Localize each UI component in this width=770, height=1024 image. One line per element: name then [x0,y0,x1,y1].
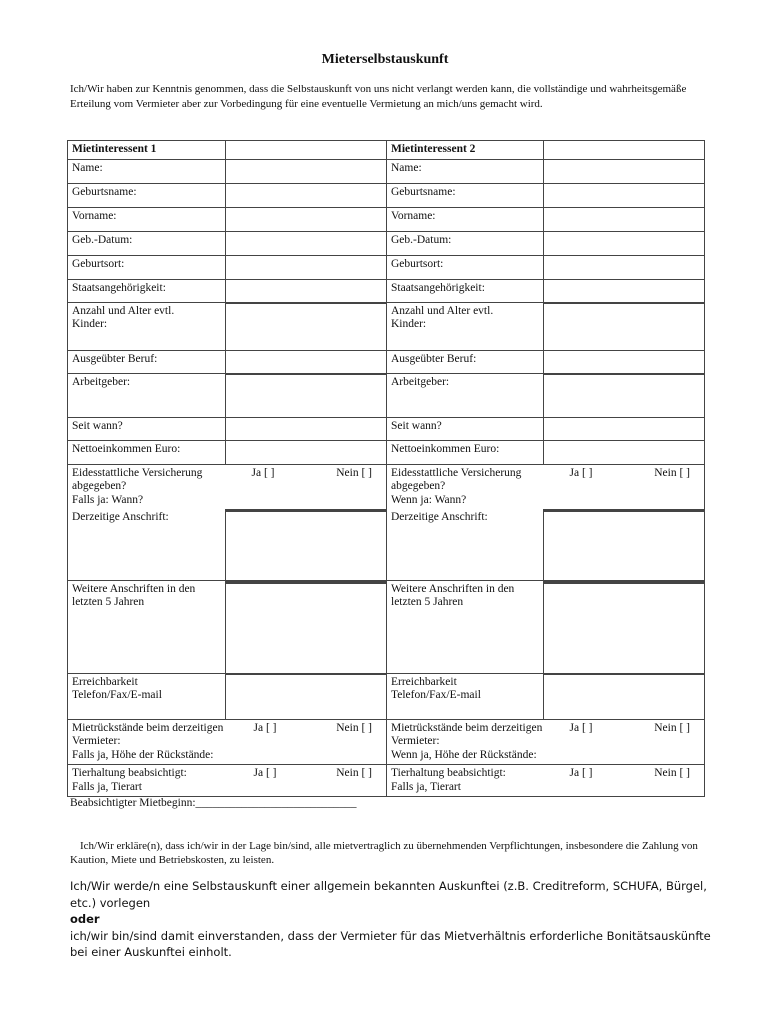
field-arbeitgeber-2[interactable] [544,373,705,417]
auskunft-option-1: Ich/Wir werde/n eine Selbstauskunft einer allgemein bekannten Auskunftei (z.B. Creditreform, SCHUFA, Bürgel, etc.) vorlegen [70,879,707,910]
label-vorname-1: Vorname: [68,207,226,231]
label-vorname-2: Vorname: [387,207,544,231]
label-arbeitgeber-2: Arbeitgeber: [387,373,544,417]
field-kinder-1[interactable] [226,302,387,350]
field-geburtsname-1[interactable] [226,183,387,207]
label-netto-2: Nettoeinkommen Euro: [387,440,544,464]
label-rueck-2 [387,719,544,765]
label-weitere-1 [68,580,226,673]
field-vorname-1[interactable] [226,207,387,231]
field-arbeitgeber-1[interactable] [226,373,387,417]
field-name-1[interactable] [226,159,387,183]
label-weitere-line2: letzten 5 Jahren [391,596,464,608]
eid-choice-1 [226,464,387,509]
label-eid-line3: Wenn ja: Wann? [391,493,467,506]
field-seit-2[interactable] [544,417,705,440]
label-netto-1: Nettoeinkommen Euro: [68,440,226,464]
label-tier-line2: Falls ja, Tierart [391,780,461,793]
label-tier-line2: Falls ja, Tierart [72,780,142,793]
eid-choice-2 [544,464,705,509]
page-title: Mieterselbstauskunft [321,52,449,67]
auskunft-section [70,878,720,961]
label-erreich-2 [387,673,544,719]
label-geburtsname-2: Geburtsname: [387,183,544,207]
label-kinder-2 [387,302,544,350]
tier-choice-2 [544,765,705,797]
eid-ja-checkbox-1[interactable]: Ja [ ] [251,466,275,479]
label-weitere-2 [387,580,544,673]
field-gebdatum-1[interactable] [226,231,387,255]
auskunft-option-2: ich/wir bin/sind damit einverstanden, dass der Vermieter für das Mietverhältnis erforderliche Bonitätsauskünfte bei einer Auskunftei einholt. [70,928,711,959]
tier-choice-1 [226,765,387,797]
label-rueck-line3: Wenn ja, Höhe der Rückstände: [391,748,537,761]
label-name-1: Name: [68,159,226,183]
tier-nein-checkbox-1[interactable]: Nein [ ] [336,767,372,779]
label-geburtsname-1: Geburtsname: [68,183,226,207]
label-beruf-1: Ausgeübter Beruf: [68,350,226,373]
label-seit-1: Seit wann? [68,417,226,440]
label-weitere-line2: letzten 5 Jahren [72,596,145,608]
eid-nein-checkbox-2[interactable]: Nein [ ] [654,466,690,479]
rueck-nein-checkbox-2[interactable]: Nein [ ] [654,721,690,734]
col2-header: Mietinteressent 2 [387,141,544,160]
label-erreich-1 [68,673,226,719]
field-beruf-2[interactable] [544,350,705,373]
label-rueck-line1: Mietrückstände beim derzeitigen [391,721,543,734]
label-eid-line1: Eidesstattliche Versicherung [391,466,522,479]
eid-ja-checkbox-2[interactable]: Ja [ ] [569,466,593,479]
tenant-form-table [67,140,705,797]
field-staat-1[interactable] [226,279,387,302]
field-netto-2[interactable] [544,440,705,464]
label-kinder-line2: Kinder: [72,318,108,330]
label-eid-2 [387,464,544,509]
label-erreich-line2: Telefon/Fax/E-mail [72,689,162,701]
label-erreich-line1: Erreichbarkeit [391,675,457,688]
rueck-choice-2 [544,719,705,765]
label-kinder-line1: Anzahl und Alter evtl. [72,304,175,317]
label-staat-1: Staatsangehörigkeit: [68,279,226,302]
rueck-nein-checkbox-1[interactable]: Nein [ ] [336,721,372,734]
mietbeginn-field[interactable]: Beabsichtigter Mietbeginn:____________________________ [70,797,357,809]
label-rueck-line2: Vermieter: [391,735,440,747]
field-gebdatum-2[interactable] [544,231,705,255]
declaration-text [70,839,710,867]
tier-nein-checkbox-2[interactable]: Nein [ ] [654,767,690,779]
field-name-2[interactable] [544,159,705,183]
label-tier-2 [387,765,544,797]
label-seit-2: Seit wann? [387,417,544,440]
field-kinder-2[interactable] [544,302,705,350]
label-beruf-2: Ausgeübter Beruf: [387,350,544,373]
label-eid-line2: abgegeben? [391,480,446,492]
field-anschrift-1[interactable] [226,509,387,580]
field-erreich-2[interactable] [544,673,705,719]
label-eid-line1: Eidesstattliche Versicherung [72,466,203,479]
label-gebdatum-2: Geb.-Datum: [387,231,544,255]
label-kinder-1 [68,302,226,350]
rueck-ja-checkbox-2[interactable]: Ja [ ] [569,721,593,734]
field-netto-1[interactable] [226,440,387,464]
field-geburtsort-1[interactable] [226,255,387,279]
field-seit-1[interactable] [226,417,387,440]
label-weitere-line1: Weitere Anschriften in den [72,582,196,595]
label-geburtsort-1: Geburtsort: [68,255,226,279]
label-rueck-line1: Mietrückstände beim derzeitigen [72,721,224,734]
field-anschrift-2[interactable] [544,509,705,580]
col1-header-field[interactable] [226,141,387,160]
label-kinder-line2: Kinder: [391,318,427,330]
label-eid-1 [68,464,226,509]
label-eid-line2: abgegeben? [72,480,127,492]
label-rueck-1 [68,719,226,765]
oder-label: oder [70,912,100,926]
eid-nein-checkbox-1[interactable]: Nein [ ] [336,466,372,479]
field-geburtsort-2[interactable] [544,255,705,279]
col1-header: Mietinteressent 1 [68,141,226,160]
col2-header-field[interactable] [544,141,705,160]
label-geburtsort-2: Geburtsort: [387,255,544,279]
label-rueck-line3: Falls ja, Höhe der Rückstände: [72,748,214,761]
label-arbeitgeber-1: Arbeitgeber: [68,373,226,417]
label-erreich-line2: Telefon/Fax/E-mail [391,689,481,701]
label-erreich-line1: Erreichbarkeit [72,675,138,688]
rueck-ja-checkbox-1[interactable]: Ja [ ] [253,721,277,734]
label-tier-line1: Tierhaltung beabsichtigt: [391,767,506,779]
rueck-choice-1 [226,719,387,765]
field-weitere-2[interactable] [544,580,705,673]
label-rueck-line2: Vermieter: [72,735,121,747]
label-tier-line1: Tierhaltung beabsichtigt: [72,767,187,779]
field-erreich-1[interactable] [226,673,387,719]
declaration-body: Ich/Wir erkläre(n), dass ich/wir in der Lage bin/sind, alle mietvertraglich zu übernehmenden Verpflichtungen, insbesondere die Zahlung von Kaution, Miete und Betriebskosten, zu leisten. [70,840,698,866]
label-kinder-line1: Anzahl und Alter evtl. [391,304,494,317]
label-anschrift-2: Derzeitige Anschrift: [387,509,544,580]
label-gebdatum-1: Geb.-Datum: [68,231,226,255]
intro-text: Ich/Wir haben zur Kenntnis genommen, dass die Selbstauskunft von uns nicht verlangt werden kann, die vollständige und wahrheitsgemäße Erteilung vom Vermieter aber zur Vorbedingung für eine eventuelle Vermietung an mich/uns gemacht wird. [70,83,687,110]
label-tier-1 [68,765,226,797]
field-weitere-1[interactable] [226,580,387,673]
field-vorname-2[interactable] [544,207,705,231]
field-staat-2[interactable] [544,279,705,302]
field-geburtsname-2[interactable] [544,183,705,207]
field-beruf-1[interactable] [226,350,387,373]
label-weitere-line1: Weitere Anschriften in den [391,582,515,595]
tier-ja-checkbox-1[interactable]: Ja [ ] [253,767,277,779]
label-name-2: Name: [387,159,544,183]
label-anschrift-1: Derzeitige Anschrift: [68,509,226,580]
tier-ja-checkbox-2[interactable]: Ja [ ] [569,767,593,779]
label-staat-2: Staatsangehörigkeit: [387,279,544,302]
label-eid-line3: Falls ja: Wann? [72,493,144,506]
